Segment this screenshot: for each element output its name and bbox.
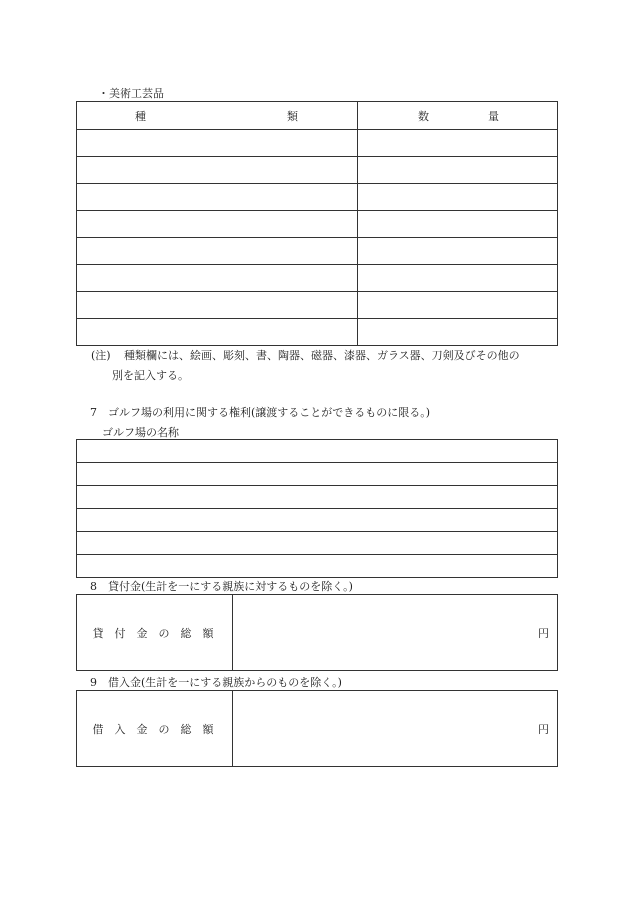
table-row	[77, 130, 558, 157]
table-row	[77, 691, 558, 767]
quantity-cell[interactable]	[358, 292, 558, 319]
loan-total-amount-field[interactable]	[233, 595, 558, 671]
art-crafts-table	[76, 101, 558, 346]
quantity-cell[interactable]	[358, 319, 558, 346]
table-row	[77, 440, 558, 463]
golf-rights-table	[76, 439, 558, 578]
kind-cell[interactable]	[77, 319, 358, 346]
golf-course-name-cell[interactable]	[77, 486, 558, 509]
borrowing-total-amount-field[interactable]	[233, 691, 558, 767]
note-line-1: 種類欄には、絵画、彫刻、書、陶器、磁器、漆器、ガラス器、刀剣及びその他の	[124, 349, 520, 362]
table-row	[77, 211, 558, 238]
table-row	[77, 292, 558, 319]
golf-course-name-cell[interactable]	[77, 532, 558, 555]
quantity-cell[interactable]	[358, 157, 558, 184]
golf-course-name-cell[interactable]	[77, 509, 558, 532]
art-section-heading: ・美術工芸品	[98, 87, 164, 100]
kind-cell[interactable]	[77, 130, 358, 157]
kind-cell[interactable]	[77, 211, 358, 238]
yen-unit: 円	[538, 626, 549, 640]
kind-cell[interactable]	[77, 157, 358, 184]
loans-receivable-table	[76, 594, 558, 671]
note-prefix: (注)	[91, 349, 111, 362]
borrowings-table	[76, 690, 558, 767]
golf-course-name-cell[interactable]	[77, 555, 558, 578]
quantity-column-header	[358, 102, 558, 130]
kind-header-char-2: 類	[287, 110, 298, 123]
kind-cell[interactable]	[77, 292, 358, 319]
section9-title: 9 借入金(生計を一にする親族からのものを除く。)	[90, 676, 342, 689]
kind-cell[interactable]	[77, 265, 358, 292]
table-row	[77, 509, 558, 532]
section7-title: 7 ゴルフ場の利用に関する権利(譲渡することができるものに限る。)	[90, 406, 431, 419]
table-row	[77, 265, 558, 292]
table-row	[77, 595, 558, 671]
quantity-header-char-1: 数	[418, 110, 429, 123]
table-row	[77, 555, 558, 578]
kind-column-header	[77, 102, 358, 130]
golf-course-name-label: ゴルフ場の名称	[102, 426, 179, 439]
quantity-cell[interactable]	[358, 211, 558, 238]
quantity-cell[interactable]	[358, 238, 558, 265]
quantity-header-char-2: 量	[488, 110, 499, 123]
kind-cell[interactable]	[77, 238, 358, 265]
golf-course-name-cell[interactable]	[77, 440, 558, 463]
section8-title: 8 貸付金(生計を一にする親族に対するものを除く。)	[90, 580, 353, 593]
borrowing-total-label: 借入金の総額	[77, 691, 233, 767]
kind-cell[interactable]	[77, 184, 358, 211]
golf-course-name-cell[interactable]	[77, 463, 558, 486]
quantity-cell[interactable]	[358, 265, 558, 292]
table-row	[77, 184, 558, 211]
table-row	[77, 238, 558, 265]
table-row	[77, 157, 558, 184]
quantity-cell[interactable]	[358, 130, 558, 157]
table-row	[77, 486, 558, 509]
loan-total-label: 貸付金の総額	[77, 595, 233, 671]
kind-header-char-1: 種	[135, 110, 146, 123]
table-row	[77, 463, 558, 486]
yen-unit: 円	[538, 722, 549, 736]
table-row	[77, 319, 558, 346]
table-row	[77, 532, 558, 555]
note-line-2: 別を記入する。	[112, 369, 189, 382]
quantity-cell[interactable]	[358, 184, 558, 211]
art-table-header	[77, 102, 558, 130]
